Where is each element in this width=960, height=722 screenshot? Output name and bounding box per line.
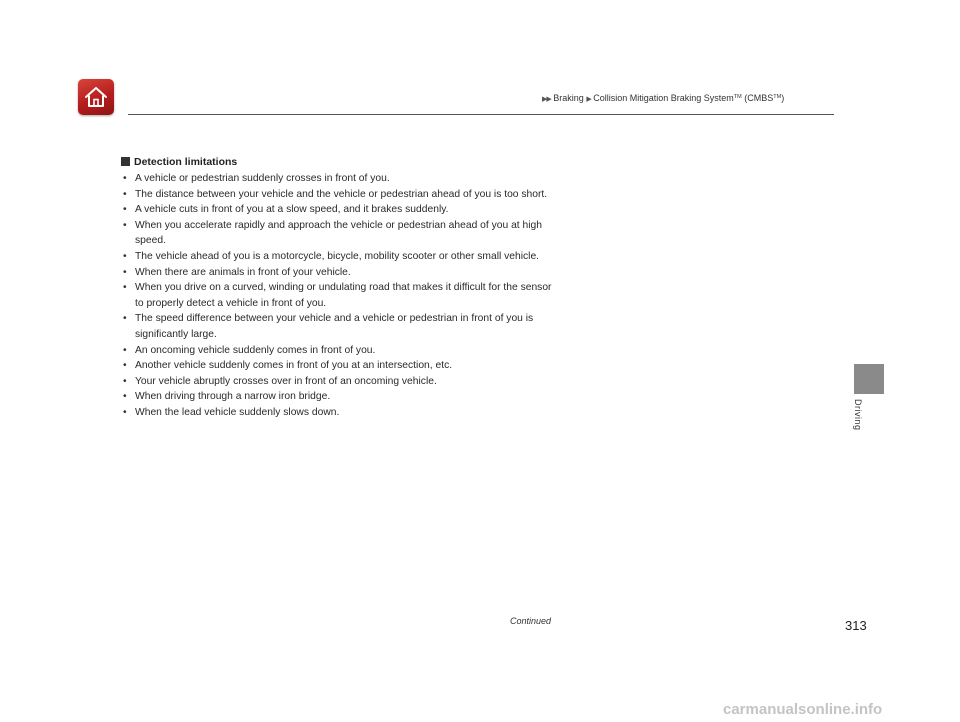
list-item: • When there are animals in front of your vehicle. xyxy=(121,265,561,281)
breadcrumb xyxy=(542,93,784,103)
home-button[interactable] xyxy=(78,79,114,115)
list-item: • An oncoming vehicle suddenly comes in front of you. xyxy=(121,343,561,359)
chapter-tab-label: Driving xyxy=(853,399,863,431)
list-item: • The speed difference between your vehicle and a vehicle or pedestrian in front of you is significantly large. xyxy=(121,311,561,342)
list-item: • When you accelerate rapidly and approach the vehicle or pedestrian ahead of you at high speed. xyxy=(121,218,561,249)
list-item: • The distance between your vehicle and the vehicle or pedestrian ahead of you is too short. xyxy=(121,187,561,203)
watermark: carmanualsonline.info xyxy=(723,701,883,718)
list-item: • Another vehicle suddenly comes in front of you at an intersection, etc. xyxy=(121,358,561,374)
section-heading: Detection limitations xyxy=(121,155,561,169)
detection-limitations-list xyxy=(121,171,561,421)
breadcrumb-arrow-icon: ▶▶ xyxy=(542,96,551,103)
breadcrumb-arrow-icon: ▶ xyxy=(586,96,591,103)
list-item: • A vehicle cuts in front of you at a slow speed, and it brakes suddenly. xyxy=(121,202,561,218)
main-content xyxy=(121,155,561,421)
list-item: • Your vehicle abruptly crosses over in front of an oncoming vehicle. xyxy=(121,374,561,390)
list-item: • The vehicle ahead of you is a motorcycle, bicycle, mobility scooter or other small vehicle. xyxy=(121,249,561,265)
list-item: • When you drive on a curved, winding or undulating road that makes it difficult for the sensor to properly detect a vehicle in front of you. xyxy=(121,280,561,311)
chapter-tab-driving[interactable] xyxy=(854,364,884,394)
header-divider xyxy=(128,114,834,115)
list-item: • When the lead vehicle suddenly slows down. xyxy=(121,405,561,421)
list-item: • When driving through a narrow iron bridge. xyxy=(121,389,561,405)
home-icon xyxy=(83,84,109,110)
breadcrumb-item-cmbs[interactable]: Collision Mitigation Braking System™ (CMBS™) xyxy=(593,93,785,103)
square-bullet-icon xyxy=(121,157,130,166)
breadcrumb-item-braking[interactable]: Braking xyxy=(553,93,584,103)
continued-label: Continued xyxy=(510,616,552,626)
page-number: 313 xyxy=(845,618,867,633)
list-item: • A vehicle or pedestrian suddenly crosses in front of you. xyxy=(121,171,561,187)
